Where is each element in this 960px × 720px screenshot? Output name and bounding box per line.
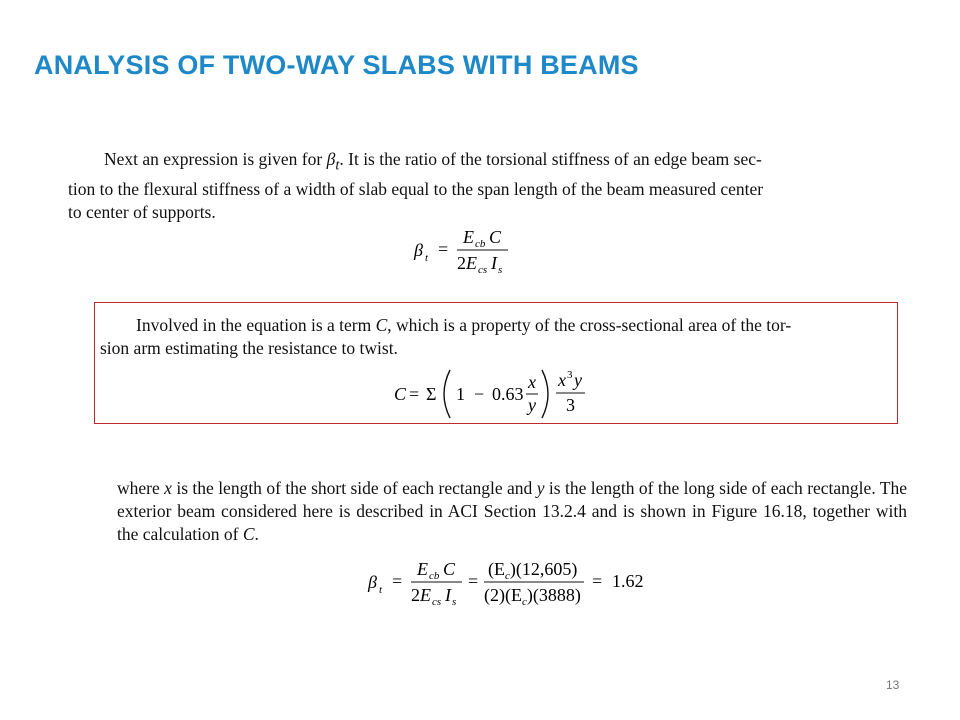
eq-numerator: E bbox=[417, 559, 428, 579]
text-run: Involved in the equation is a term bbox=[136, 315, 376, 335]
x-symbol: x bbox=[164, 478, 172, 498]
eq-term: 1 bbox=[456, 384, 465, 404]
equation-beta-t-graphic bbox=[410, 222, 520, 278]
paragraph-definitions bbox=[117, 477, 907, 546]
c-symbol: C bbox=[242, 524, 255, 544]
eq-symbol: C bbox=[394, 384, 407, 404]
eq-symbol: β bbox=[414, 240, 423, 260]
equation-c bbox=[392, 366, 592, 429]
eq-sigma: Σ bbox=[426, 384, 437, 404]
equation-beta-t-result bbox=[366, 554, 666, 617]
eq-subscript: cb bbox=[475, 238, 486, 250]
eq-denominator: 2 bbox=[457, 253, 466, 273]
eq-denominator: I bbox=[445, 585, 451, 605]
eq-subscript: s bbox=[452, 596, 457, 608]
paragraph-line: to center of supports. bbox=[68, 201, 216, 222]
eq-numerator: $(E_c)(12,605)$ bbox=[488, 559, 578, 582]
paragraph-beta-intro bbox=[68, 148, 858, 224]
eq-term: 0.63 bbox=[492, 384, 524, 404]
eq-equals: = bbox=[409, 384, 420, 404]
right-paren bbox=[542, 370, 548, 418]
eq-denominator: E bbox=[466, 253, 477, 273]
text-run: . bbox=[254, 524, 259, 544]
c-symbol: C bbox=[375, 315, 388, 335]
y-symbol: y bbox=[536, 478, 545, 498]
eq-equals: = bbox=[438, 239, 449, 259]
eq-numerator: x bbox=[558, 370, 566, 390]
subscript: t bbox=[335, 157, 340, 174]
paragraph-c-intro bbox=[100, 314, 890, 360]
text-run: where bbox=[117, 478, 165, 498]
equation-beta-t-result-graphic bbox=[366, 554, 666, 612]
paragraph-line bbox=[68, 148, 858, 178]
eq-exponent: 3 bbox=[567, 369, 573, 381]
eq-denominator: E bbox=[420, 585, 431, 605]
text-run: , which is a property of the cross-sectional area of the tor- bbox=[387, 315, 792, 335]
paragraph-line bbox=[100, 314, 890, 337]
eq-symbol: β bbox=[368, 572, 377, 592]
eq-denominator: y bbox=[528, 395, 536, 415]
eq-denominator: 2 bbox=[411, 585, 420, 605]
eq-numerator: y bbox=[574, 370, 582, 390]
text-run: . It is the ratio of the torsional stiffness of an edge beam sec- bbox=[339, 149, 762, 169]
text-run: Next an expression is given for bbox=[104, 149, 327, 169]
equation-c-graphic bbox=[392, 366, 592, 424]
eq-numerator: E bbox=[463, 227, 474, 247]
eq-subscript: s bbox=[498, 264, 503, 276]
left-paren bbox=[444, 370, 450, 418]
eq-numerator: x bbox=[528, 372, 536, 392]
eq-subscript: t bbox=[379, 584, 383, 596]
text-run: is the length of the short side of each rectangle and bbox=[171, 478, 537, 498]
eq-equals: = bbox=[468, 571, 479, 591]
eq-subscript: cs bbox=[478, 264, 488, 276]
beta-symbol: β bbox=[326, 149, 336, 169]
eq-subscript: t bbox=[425, 252, 429, 264]
paragraph-line: tion to the flexural stiffness of a width of slab equal to the span length of the beam measured center bbox=[68, 178, 764, 199]
page-number: 13 bbox=[886, 678, 900, 692]
eq-result: 1.62 bbox=[612, 571, 644, 591]
eq-denominator: $(2)(E_c)(3888)$ bbox=[484, 585, 581, 608]
eq-equals: = bbox=[592, 571, 603, 591]
eq-denominator: I bbox=[491, 253, 497, 273]
text-run: is the length of the long side of each rectangle. The exterior beam considered here is described in ACI Section 13.2.4 and is shown in Figure 16.18, together with the calculation of bbox=[117, 478, 907, 544]
equation-beta-t bbox=[410, 222, 520, 283]
eq-numerator: C bbox=[443, 559, 456, 579]
eq-numerator: C bbox=[489, 227, 502, 247]
eq-subscript: cb bbox=[429, 570, 440, 582]
paragraph-line: sion arm estimating the resistance to twist. bbox=[100, 338, 398, 358]
eq-minus: − bbox=[474, 384, 485, 404]
slide-title: ANALYSIS OF TWO-WAY SLABS WITH BEAMS bbox=[34, 50, 639, 80]
eq-denominator: 3 bbox=[566, 395, 575, 415]
eq-subscript: cs bbox=[432, 596, 442, 608]
eq-equals: = bbox=[392, 571, 403, 591]
